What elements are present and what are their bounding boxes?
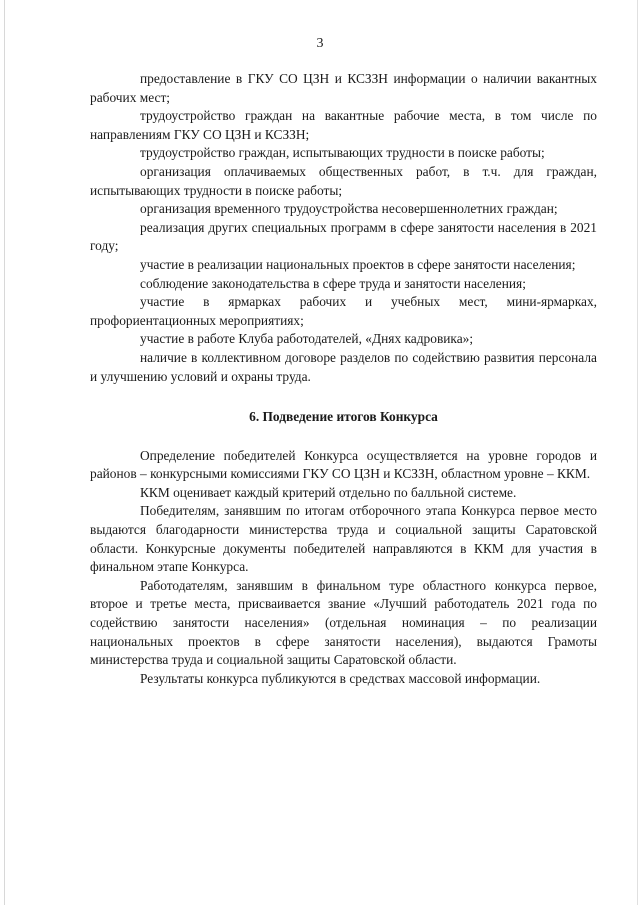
list-item: соблюдение законодательства в сфере труда и занятости населения; [140,275,526,291]
list-item: организация оплачиваемых общественных работ, в т.ч. для граждан, испытывающих трудности в поиске работы; [90,163,597,198]
list-item: наличие в коллективном договоре разделов по содействию развития персонала и улучшению условий и охраны труда. [90,349,597,384]
list-item: организация временного трудоустройства несовершеннолетних граждан; [140,201,558,217]
list-item: предоставление в ГКУ СО ЦЗН и КСЗЗН информации о наличии вакантных рабочих мест; [90,71,597,105]
page-edge-left [4,0,5,905]
list-item: реализация других специальных программ в сфере занятости населения в 2021 году; [90,219,597,254]
section-paragraph: Работодателям, занявшим в финальном туре областного конкурса первое, второе и третье места, присваивается звание «Лучший работодатель 2021 года по содействию занятости населения» (отдельная номинация – по реализации национальных проектов в сфере занятости населения), выдаются Грамоты министерства труда и социальной защиты Саратовской области. [90,577,597,668]
list-item: участие в работе Клуба работодателей, «Днях кадровика»; [140,331,474,347]
section-paragraph: Победителям, занявшим по итогам отборочного этапа Конкурса первое место выдаются благодарности министерства труда и социальной защиты Саратовской области. Конкурсные документы победителей направляются в ККМ для участия в финальном этапе Конкурса. [90,503,597,575]
section-paragraph: Результаты конкурса публикуются в средствах массовой информации. [140,670,541,686]
section-title: 6. Подведение итогов Конкурса [249,409,438,425]
list-item: трудоустройство граждан, испытывающих трудности в поиске работы; [140,145,545,161]
page-edge-right [637,0,638,905]
page-number: 3 [316,36,324,51]
section-paragraph: ККМ оценивает каждый критерий отдельно по балльной системе. [140,484,517,500]
document-body [90,70,597,688]
section-paragraph: Определение победителей Конкурса осуществляется на уровне городов и районов – конкурсными комиссиями ГКУ СО ЦЗН и КСЗЗН, областном уровне – ККМ. [90,447,597,482]
list-item: участие в ярмарках рабочих и учебных мест, мини-ярмарках, профориентационных мероприятиях; [90,294,597,328]
list-item: участие в реализации национальных проектов в сфере занятости населения; [140,256,576,272]
list-item: трудоустройство граждан на вакантные рабочие места, в том числе по направлениям ГКУ СО ЦЗН и КСЗЗН; [90,108,597,142]
